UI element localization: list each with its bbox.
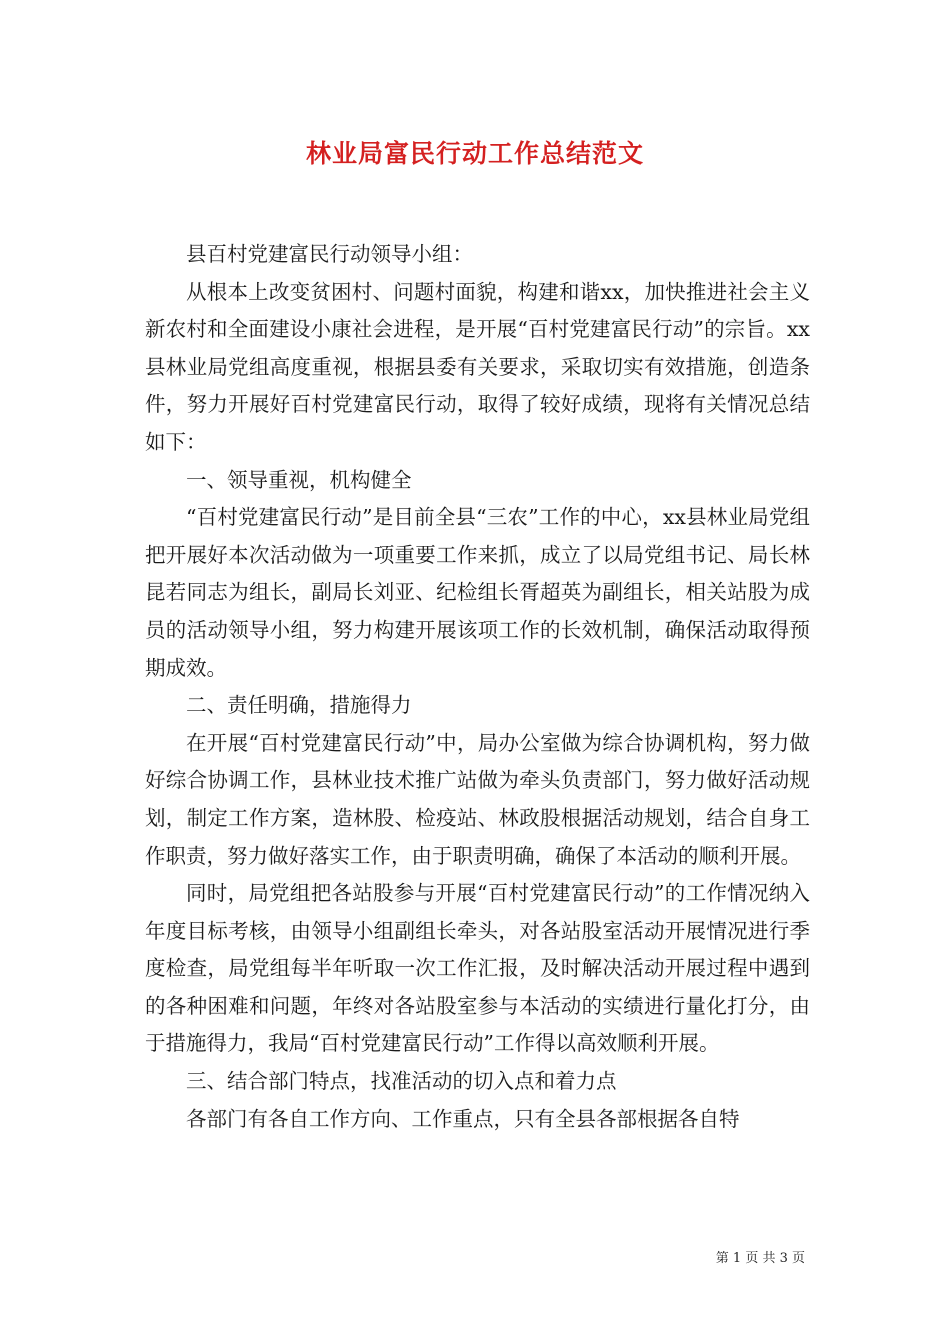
section-heading-2: 二、责任明确，措施得力 <box>186 693 412 718</box>
paragraph-section-2b: 同时，局党组把各站股参与开展“百村党建富民行动”的工作情况纳入年度目标考核，由领导小组副组长牵头，对各站股室活动开展情况进行季度检查，局党组每半年听取一次工作汇报，及时解决活动开展过程中遇到的各种困难和问题，年终对各站股室参与本活动的实绩进行量化打分，由于措施得力，我局“百村党建富民行动”工作得以高效顺利开展。 <box>145 881 810 1056</box>
document-title: 林业局富民行动工作总结范文 <box>305 139 644 168</box>
paragraph-section-2a: 在开展“百村党建富民行动”中，局办公室做为综合协调机构，努力做好综合协调工作，县林业技术推广站做为牵头负责部门，努力做好活动规划，制定工作方案，造林股、检疫站、林政股根据活动规划，结合自身工作职责，努力做好落实工作，由于职责明确，确保了本活动的顺利开展。 <box>145 730 810 868</box>
page-number-label: 第 1 页 共 3 页 <box>715 1251 805 1266</box>
paragraph-section-1: “百村党建富民行动”是目前全县“三农”工作的中心，xx县林业局党组把开展好本次活动做为一项重要工作来抓，成立了以局党组书记、局长林昆若同志为组长，副局长刘亚、纪检组长胥超英为副组长，相关站股为成员的活动领导小组，努力构建开展该项工作的长效机制，确保活动取得预期成效。 <box>145 505 810 680</box>
document-body <box>145 236 810 1138</box>
paragraph-section-3: 各部门有各自工作方向、工作重点，只有全县各部根据各自特 <box>186 1106 740 1131</box>
section-heading-1: 一、领导重视，机构健全 <box>186 467 412 492</box>
salutation: 县百村党建富民行动领导小组： <box>186 242 473 266</box>
section-heading-3: 三、结合部门特点，找准活动的切入点和着力点 <box>186 1069 617 1094</box>
page-footer <box>0 1247 805 1266</box>
paragraph-intro: 从根本上改变贫困村、问题村面貌，构建和谐xx，加快推进社会主义新农村和全面建设小康社会进程，是开展“百村党建富民行动”的宗旨。xx县林业局党组高度重视，根据县委有关要求，采取切实有效措施，创造条件，努力开展好百村党建富民行动，取得了较好成绩，现将有关情况总结如下： <box>145 279 810 454</box>
